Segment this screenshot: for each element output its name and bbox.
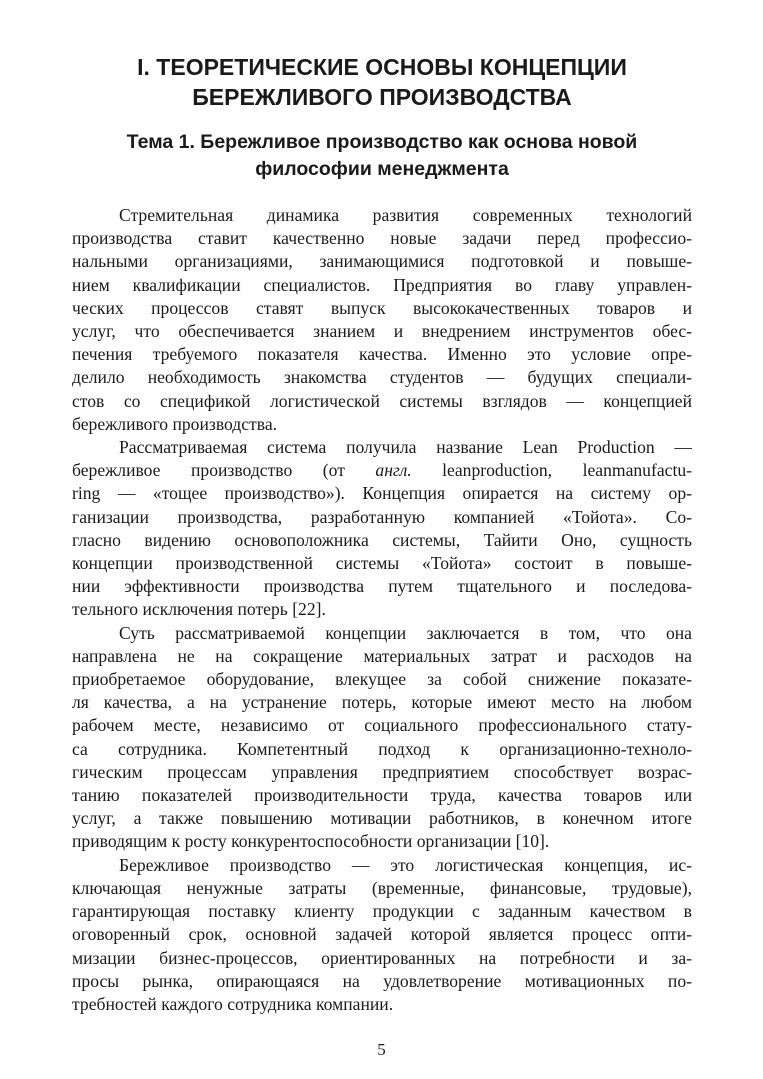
- text-line: мизации бизнес-процессов, ориентированных на потребности и за-: [72, 947, 692, 968]
- chapter-title: [72, 52, 692, 112]
- text-fragment: бережливое производство (от: [72, 460, 376, 481]
- text-fragment: leanproduction, leanmanufactu-: [411, 460, 692, 481]
- text-line: гическим процессам управления предприятием способствует возрас-: [72, 761, 692, 782]
- text-line: бережливого производства.: [72, 413, 278, 434]
- page-number: 5: [377, 1040, 386, 1059]
- text-line: Стремительная динамика развития современных технологий: [119, 205, 692, 225]
- text-line: [72, 459, 692, 482]
- text-line: стов со спецификой логистической системы взглядов — концепцией: [72, 390, 692, 411]
- text-line: оговоренный срок, основной задачей которой является процесс опти-: [72, 924, 692, 945]
- text-line: печения требуемого показателя качества. Именно это условие опре-: [72, 344, 692, 365]
- text-line: гласно видению основоположника системы, Тайити Оно, сущность: [72, 529, 692, 550]
- text-line: гарантирующая поставку клиенту продукции с заданным качеством в: [72, 901, 692, 922]
- chapter-title-line: БЕРЕЖЛИВОГО ПРОИЗВОДСТВА: [192, 84, 572, 110]
- topic-title: [72, 129, 692, 183]
- text-line: ring — «тощее производство»). Концепция опирается на систему ор-: [72, 483, 692, 504]
- text-line: концепции производственной системы «Тойота» состоит в повыше-: [72, 553, 692, 574]
- text-line: ключающая ненужные затраты (временные, финансовые, трудовые),: [72, 877, 692, 898]
- body-text: [72, 204, 692, 1016]
- text-line: производства ставит качественно новые задачи перед профессио-: [72, 228, 692, 249]
- document-page: [72, 52, 692, 1016]
- text-line: Бережливое производство — это логистическая концепция, ис-: [119, 854, 692, 875]
- topic-title-line: Тема 1. Бережливое производство как основа новой: [126, 131, 638, 153]
- paragraph-3: [72, 622, 692, 854]
- topic-title-line: философии менеджмента: [255, 158, 509, 180]
- text-line: Суть рассматриваемой концепции заключается в том, что она: [119, 622, 692, 643]
- text-line: нием квалификации специалистов. Предприятия во главу управлен-: [72, 274, 692, 295]
- text-line: требностей каждого сотрудника компании.: [72, 993, 394, 1014]
- text-line: ческих процессов ставят выпуск высококачественных товаров и: [72, 297, 692, 318]
- text-line: танию показателей производительности труда, качества товаров или: [72, 785, 692, 806]
- text-line: приобретаемое оборудование, влекущее за собой снижение показате-: [72, 669, 692, 690]
- text-line: просы рынка, опирающаяся на удовлетворение мотивационных по-: [72, 970, 692, 991]
- italic-abbreviation: англ.: [375, 460, 412, 481]
- text-line: са сотрудника. Компетентный подход к организационно-техноло-: [72, 738, 692, 759]
- paragraph-2: [72, 436, 692, 622]
- text-line: ля качества, а на устранение потерь, которые имеют место на любом: [72, 692, 692, 713]
- paragraph-4: [72, 854, 692, 1016]
- text-line: направлена не на сокращение материальных затрат и расходов на: [72, 645, 692, 666]
- chapter-title-line: I. ТЕОРЕТИЧЕСКИЕ ОСНОВЫ КОНЦЕПЦИИ: [137, 54, 627, 80]
- text-line: услуг, а также повышению мотивации работников, в конечном итоге: [72, 808, 692, 829]
- text-line: ганизации производства, разработанную компанией «Тойота». Со-: [72, 506, 692, 527]
- paragraph-1: [72, 204, 692, 436]
- text-line: тельного исключения потерь [22].: [72, 599, 326, 620]
- text-line: услуг, что обеспечивается знанием и внедрением инструментов обес-: [72, 321, 692, 342]
- text-line: нальными организациями, занимающимися подготовкой и повыше-: [72, 251, 692, 272]
- text-line: Рассматриваемая система получила название Lean Production —: [119, 437, 692, 458]
- text-line: рабочем месте, независимо от социального профессионального стату-: [72, 715, 692, 736]
- text-line: нии эффективности производства путем тщательного и последова-: [72, 576, 692, 597]
- text-line: приводящим к росту конкурентоспособности организации [10].: [72, 831, 550, 852]
- text-line: делило необходимость знакомства студентов — будущих специали-: [72, 367, 692, 388]
